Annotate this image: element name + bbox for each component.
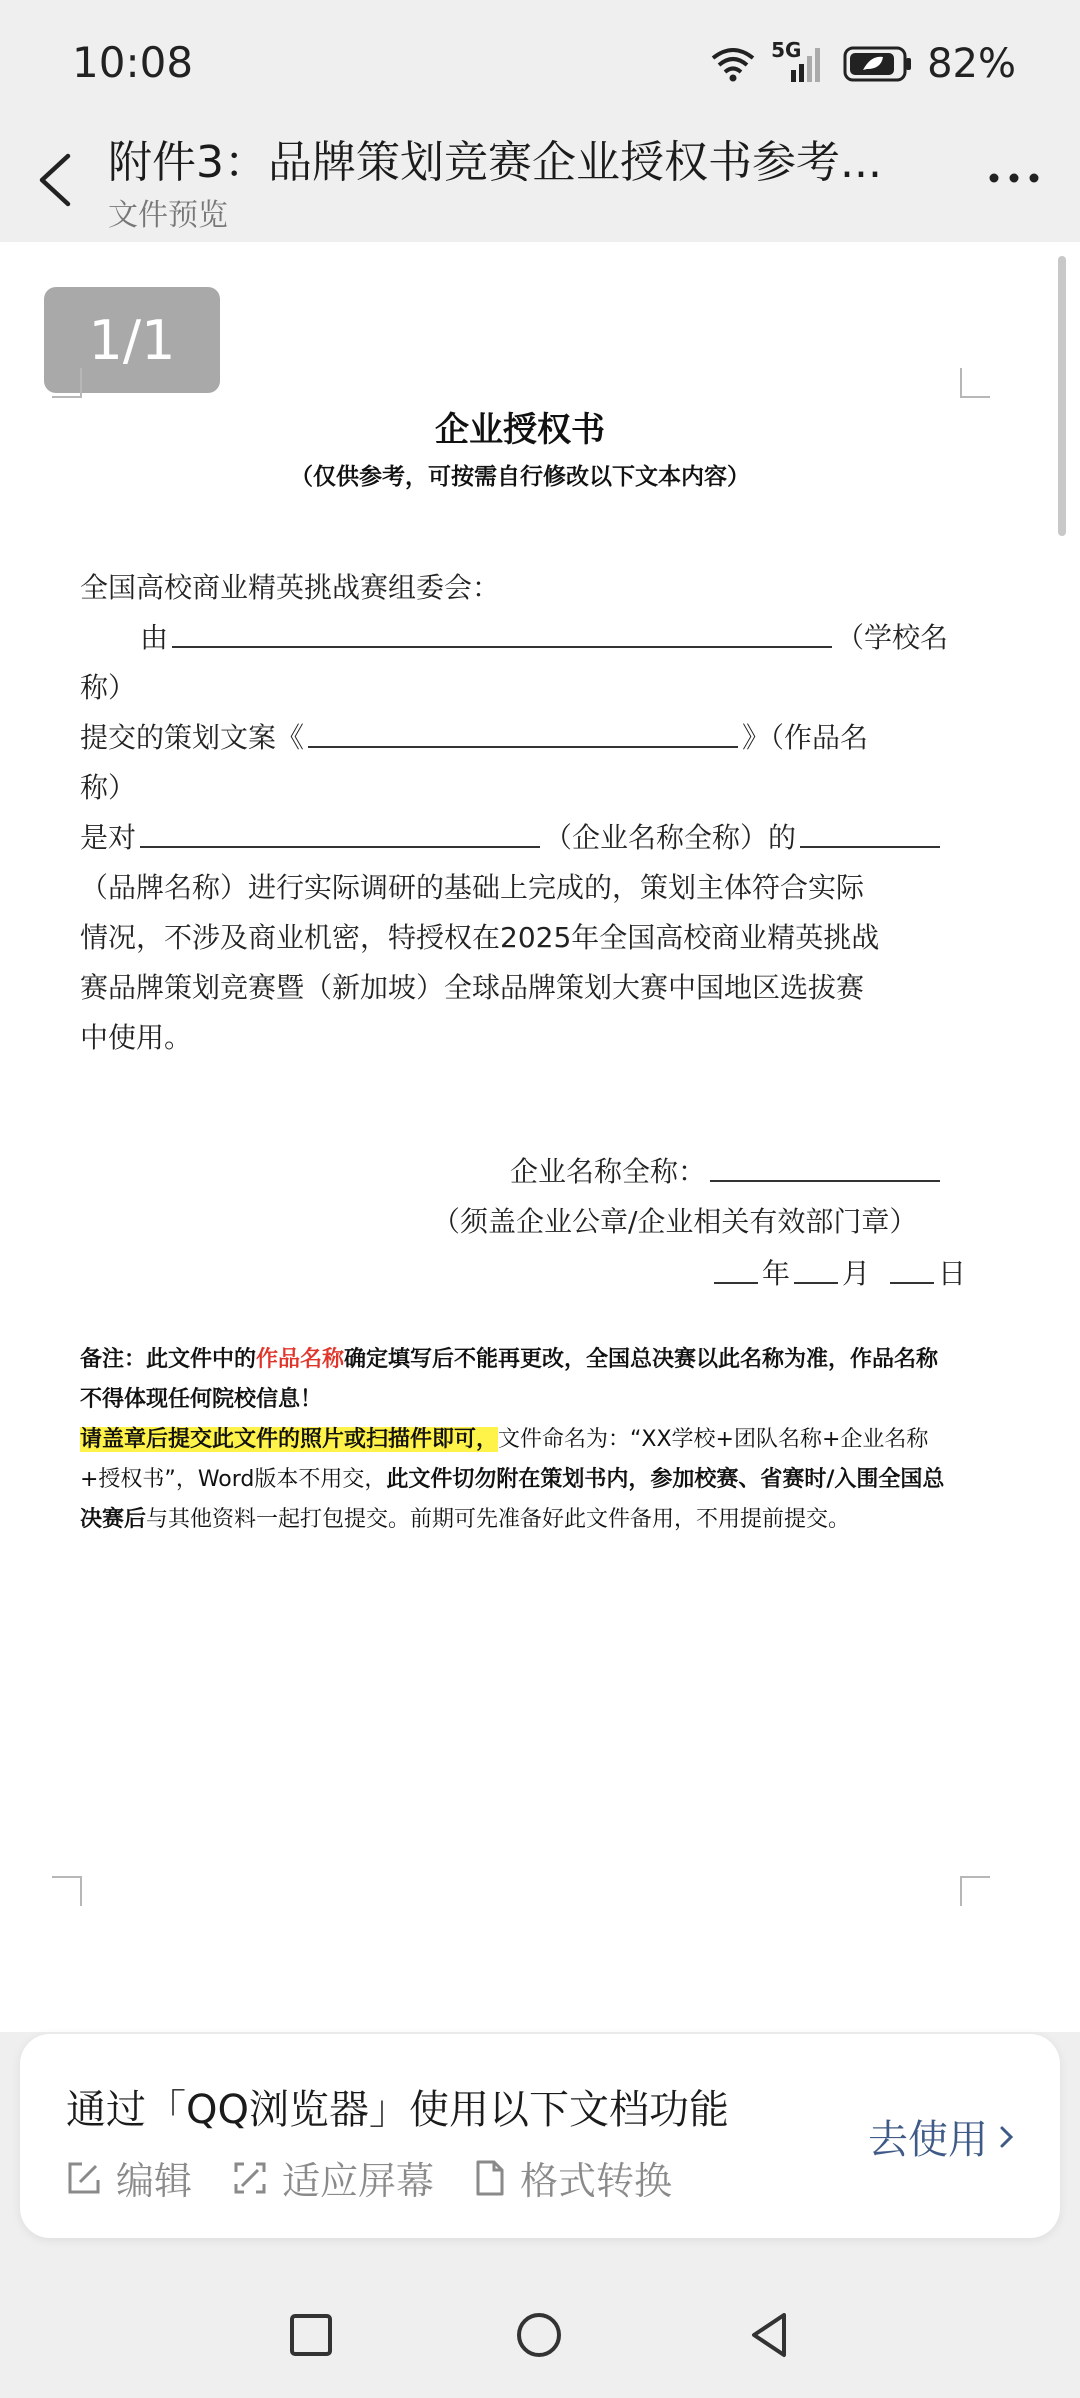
battery-percent: 82% [927,41,1016,87]
wifi-icon [709,44,757,84]
home-icon[interactable] [514,2310,564,2360]
body-line: 情况，不涉及商业机密，特授权在2025年全国高校商业精英挑战 [80,921,880,954]
status-time: 10:08 [72,38,194,87]
network-type: 5G [771,38,802,62]
back-icon[interactable] [30,148,80,212]
fit-screen-action[interactable] [232,2150,434,2205]
document-viewer[interactable] [0,242,1080,2032]
note-label: 备注：此文件中的 [80,1347,257,1372]
banner-text: 通过「QQ浏览器」使用以下文档功能 [66,2087,729,2133]
document-title: 企业授权书 [435,410,605,450]
seal-note: （须盖企业公章/企业相关有效部门章） [432,1205,918,1238]
brand-blank [800,845,940,848]
convert-label: 格式转换 [520,2159,673,2203]
note-naming: 文件命名为：“XX学校+团队名称+企业名称+授权书”，Word版本不用交， [80,1427,929,1492]
date-line [710,1252,966,1292]
salutation: 全国高校商业精英挑战赛组委会： [80,571,501,604]
body-line: （品牌名称）进行实际调研的基础上完成的，策划主体符合实际 [80,871,865,904]
school-hint-cont: 称） [80,671,137,704]
plan-blank [308,745,738,748]
submission-note [80,1420,960,1540]
app-header [0,120,1080,242]
note-highlight: 请盖章后提交此文件的照片或扫描件即可， [80,1427,499,1452]
you-label: 由 [140,621,169,654]
note-end: 与其他资料一起打包提交。前期可先准备好此文件备用，不用提前提交。 [146,1507,851,1532]
recent-apps-icon[interactable] [286,2310,336,2360]
year-blank [714,1281,758,1284]
month-label: 月 [842,1257,871,1290]
crop-mark [52,1876,82,1906]
body-line: 中使用。 [80,1021,193,1054]
body-line: 赛品牌策划竞赛暨（新加坡）全球品牌策划大赛中国地区选拔赛 [80,971,865,1004]
battery-icon [843,45,913,83]
remark-note [80,1340,960,1420]
chevron-right-icon [998,2122,1016,2152]
status-bar [0,0,1080,130]
qq-browser-banner[interactable] [20,2034,1060,2238]
company-hint: （企业名称全称）的 [544,821,797,854]
fit-screen-label: 适应屏幕 [282,2159,435,2203]
go-use-label: 去使用 [868,2117,988,2163]
sign-line [510,1150,944,1190]
month-blank [794,1281,838,1284]
go-use-button[interactable] [868,2108,1016,2165]
note-bold: 此文件切勿附在策划书内，参加校赛、省赛时/入围全国总决赛后 [80,1467,945,1532]
school-line [140,616,948,656]
company-blank [140,845,540,848]
year-label: 年 [762,1257,791,1290]
crop-mark [960,1876,990,1906]
sign-label: 企业名称全称： [510,1155,707,1188]
day-label: 日 [938,1257,967,1290]
status-icons [709,38,1016,90]
scrollbar[interactable] [1058,256,1066,536]
convert-action[interactable] [474,2150,672,2205]
is-for-label: 是对 [80,821,137,854]
note-rest: 确定填写后不能再更改，全国总决赛以此名称为准，作品名称不得体现任何院校信息！ [80,1347,939,1412]
page-indicator: 1/1 [44,287,220,393]
edit-action[interactable] [66,2150,192,2205]
page-title: 附件3：品牌策划竞赛企业授权书参考... [108,137,882,188]
plan-line [80,716,868,756]
note-red: 作品名称 [256,1347,345,1372]
edit-label: 编辑 [116,2159,193,2203]
sign-blank [710,1179,940,1182]
back-nav-icon[interactable] [744,2310,794,2360]
school-blank [172,645,832,648]
edit-icon [66,2160,102,2196]
crop-mark [52,368,82,398]
plan-cont: 称） [80,771,137,804]
document-subtitle: （仅供参考，可按需自行修改以下文本内容） [290,464,750,490]
plan-close: 》（作品名 [742,721,869,754]
page-subtitle: 文件预览 [108,198,228,233]
banner-actions [66,2150,672,2205]
crop-mark [960,368,990,398]
file-icon [474,2160,506,2196]
school-hint: （学校名 [836,621,949,654]
fit-screen-icon [232,2160,268,2196]
company-line [80,816,944,856]
plan-label: 提交的策划文案《 [80,721,305,754]
more-options-icon[interactable] [984,158,1044,198]
cellular-icon [771,38,829,86]
day-blank [890,1281,934,1284]
